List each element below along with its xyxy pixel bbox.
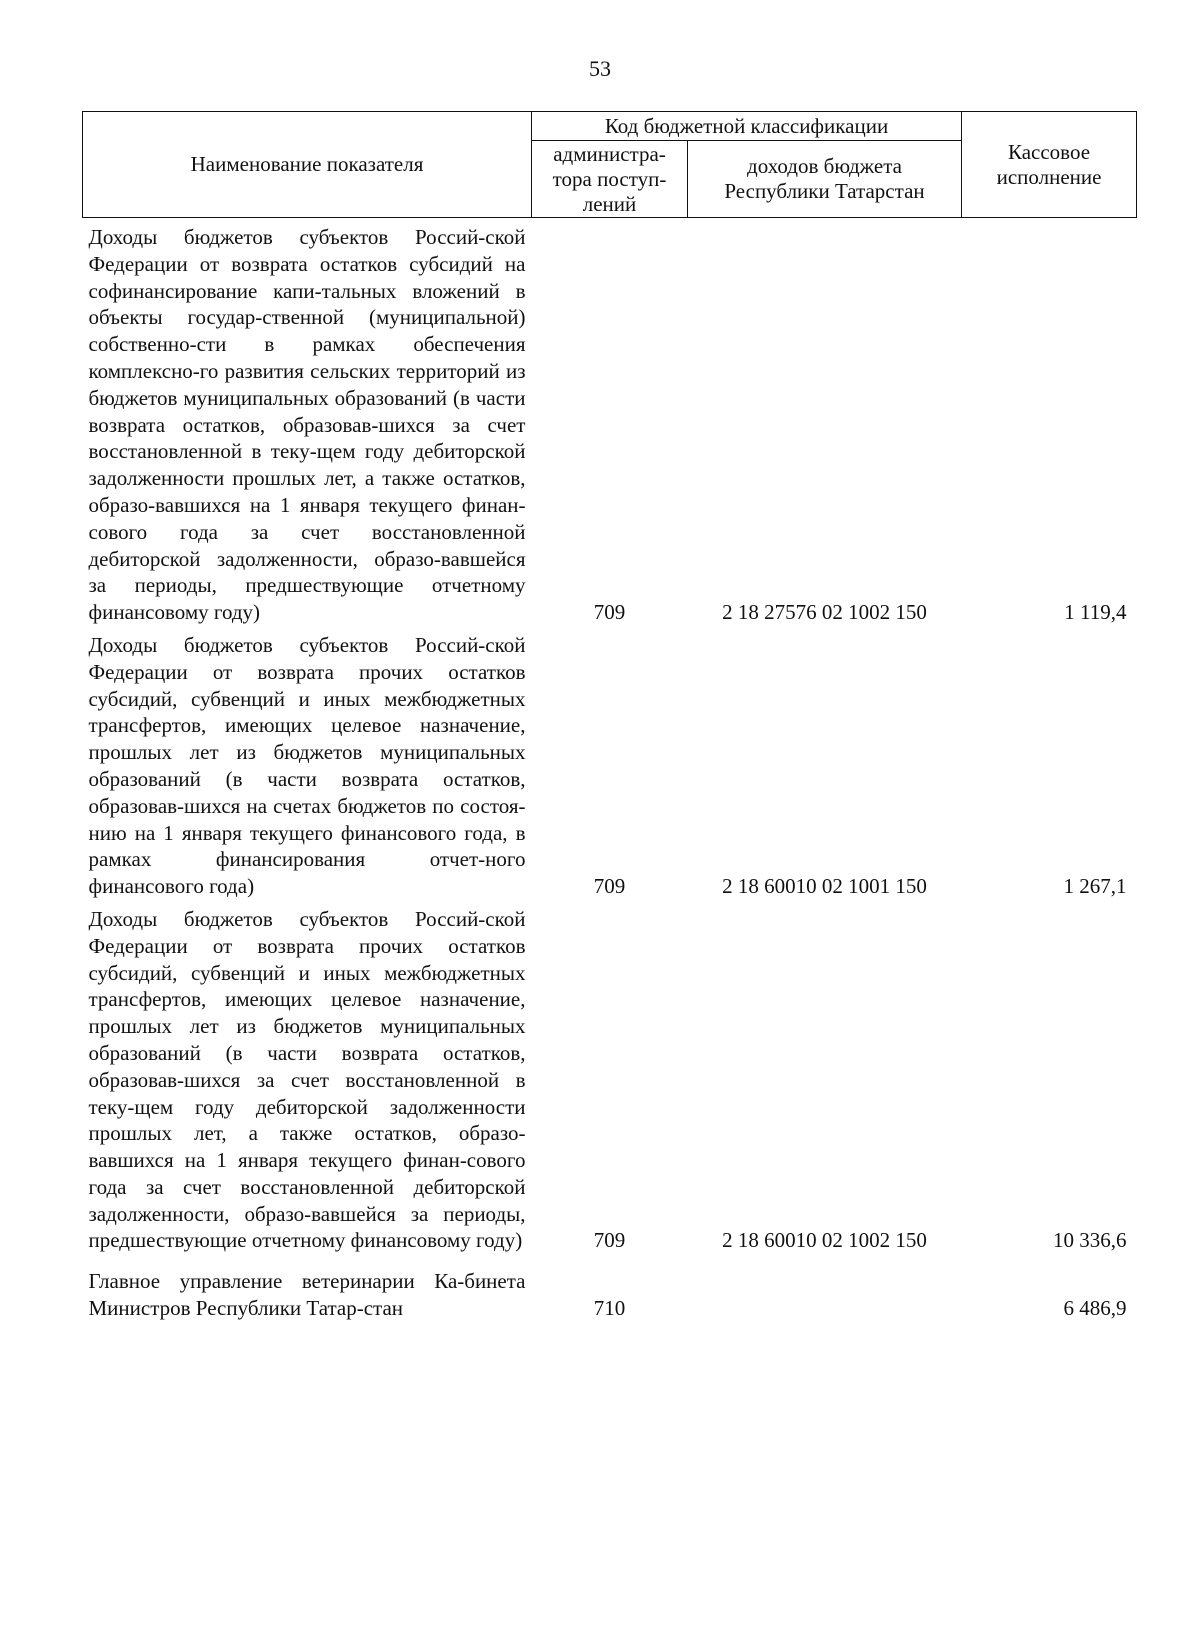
row-cash-execution: 10 336,6 [1053, 1228, 1127, 1253]
row-revenue-code: 2 18 27576 02 1002 150 [722, 600, 927, 625]
header-indicator-name: Наименование показателя [83, 112, 532, 218]
row-admin-code: 709 [593, 600, 626, 625]
row-revenue-code [688, 1254, 962, 1322]
row-admin-code: 710 [593, 1296, 626, 1321]
header-classification-code: Код бюджетной классификации [532, 112, 962, 141]
row-revenue-code: 2 18 60010 02 1001 150 [722, 874, 927, 899]
header-revenue-code: доходов бюджета Республики Татарстан [688, 141, 962, 218]
row-name: Доходы бюджетов субъектов Россий-ской Федерации от возврата остатков субсидий на софинансирование капи-тальных вложений в объекты государ-ственной (муниципальной) собственно-сти в рамках обеспечения комплексно-го развития сельских территорий из бюджетов муниципальных образований (в части возврата остатков, образовав-шихся за счет восстановленной в теку-щем году дебиторской задолженности прошлых лет, а также остатков, образо-вавшихся на 1 января текущего финан-сового года за счет восстановленной дебиторской задолженности, образо-вавшейся за периоды, предшествующие отчетному финансовому году) [88, 225, 526, 625]
header-cash-execution: Кассовое исполнение [962, 112, 1137, 218]
table-row [83, 1254, 1137, 1322]
table-row [83, 626, 1137, 900]
budget-table [82, 111, 1137, 1322]
table-row [83, 218, 1137, 626]
row-revenue-code: 2 18 60010 02 1002 150 [722, 1228, 927, 1253]
row-cash-execution: 6 486,9 [1063, 1296, 1127, 1321]
row-name: Главное управление ветеринарии Ка-бинета Министров Республики Татар-стан [88, 1269, 526, 1321]
row-admin-code: 709 [593, 1228, 626, 1253]
row-cash-execution: 1 267,1 [1063, 874, 1127, 899]
row-cash-execution: 1 119,4 [1064, 600, 1127, 625]
table-row [83, 900, 1137, 1254]
table-header [83, 112, 1137, 218]
row-admin-code: 709 [593, 874, 626, 899]
header-administrator: администра-тора поступ-лений [532, 141, 688, 218]
row-name: Доходы бюджетов субъектов Россий-ской Федерации от возврата прочих остатков субсидий, субвенций и иных межбюджетных трансфертов, имеющих целевое назначение, прошлых лет из бюджетов муниципальных образований (в части возврата остатков, образовав-шихся за счет восстановленной в теку-щем году дебиторской задолженности прошлых лет, а также остатков, образо-вавшихся на 1 января текущего финан-сового года за счет восстановленной дебиторской задолженности, образо-вавшейся за периоды, предшествующие отчетному финансовому году) [88, 906, 526, 1253]
row-name: Доходы бюджетов субъектов Россий-ской Федерации от возврата прочих остатков субсидий, субвенций и иных межбюджетных трансфертов, имеющих целевое назначение, прошлых лет из бюджетов муниципальных образований (в части возврата остатков, образовав-шихся на счетах бюджетов по состоя-нию на 1 января текущего финансового года, в рамках финансирования отчет-ного финансового года) [88, 632, 526, 899]
page-number: 53 [589, 56, 611, 81]
